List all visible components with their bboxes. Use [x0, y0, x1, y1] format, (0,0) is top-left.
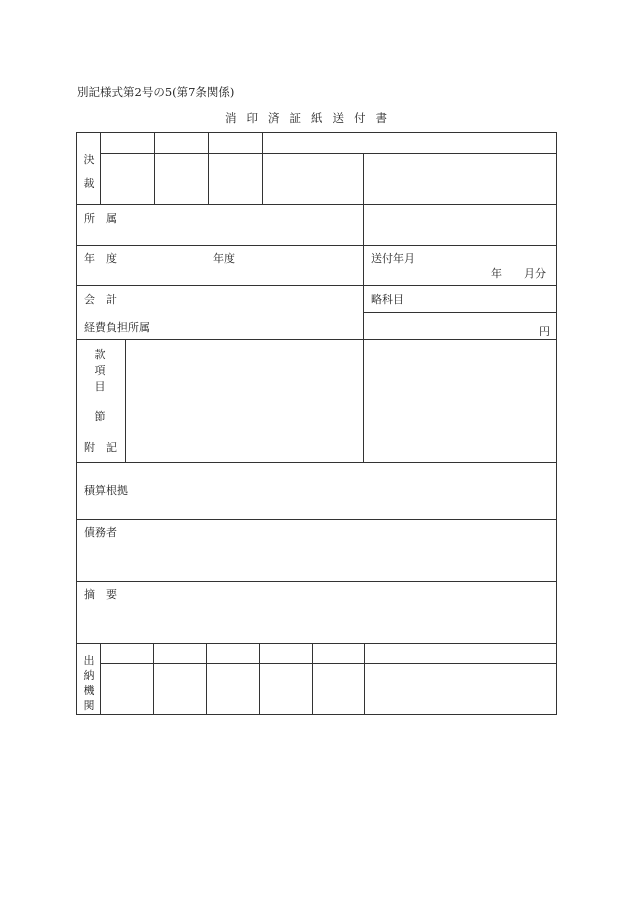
- basis-label: 積算根拠: [84, 484, 128, 497]
- cashier-label-2: 納: [83, 669, 95, 682]
- row-line: [77, 462, 556, 463]
- cashier-stamp-divider: [364, 643, 365, 714]
- row-line: [77, 643, 556, 644]
- account-label: 会 計: [84, 293, 117, 306]
- affiliation-label: 所 属: [84, 212, 117, 225]
- cashier-stamp-divider: [259, 643, 260, 714]
- row-line: [77, 339, 556, 340]
- cashier-label-3: 機: [83, 684, 95, 697]
- cashier-inner-line: [100, 663, 556, 664]
- row-line: [77, 581, 556, 582]
- summary-label: 摘 要: [84, 588, 117, 601]
- approval-inner-line: [100, 153, 556, 154]
- yen-label: 円: [539, 325, 550, 338]
- approval-stamp-divider: [208, 133, 209, 204]
- debtor-label: 債務者: [84, 526, 117, 539]
- budget-label-divider: [125, 339, 126, 462]
- send-date-units: 年 月分: [491, 267, 546, 280]
- amount-divider: [363, 312, 556, 313]
- approval-stamp-divider: [363, 153, 364, 204]
- budget-label-kan: 款: [94, 348, 106, 361]
- note-label: 附 記: [84, 441, 117, 454]
- cashier-stamp-divider: [153, 643, 154, 714]
- expense-dept-label: 経費負担所属: [84, 321, 150, 334]
- approval-stamp-divider: [262, 133, 263, 204]
- approval-label-2: 裁: [83, 177, 95, 190]
- cashier-divider: [100, 643, 101, 714]
- budget-label-setsu: 節: [94, 410, 106, 423]
- abbrev-item-label: 略科目: [371, 293, 404, 306]
- budget-label-kou: 項: [94, 364, 106, 377]
- remittance-form: [76, 132, 557, 715]
- document-title: 消印済証紙送付書: [225, 111, 397, 125]
- fiscal-year-suffix: 年度: [213, 252, 235, 265]
- cashier-stamp-divider: [312, 643, 313, 714]
- row-line: [77, 285, 556, 286]
- cashier-label-1: 出: [83, 654, 95, 667]
- row-line: [77, 519, 556, 520]
- approval-divider: [100, 133, 101, 204]
- approval-label-1: 決: [83, 153, 95, 166]
- send-date-label: 送付年月: [371, 252, 415, 265]
- budget-label-moku: 目: [94, 380, 106, 393]
- approval-stamp-divider: [154, 133, 155, 204]
- form-heading: 別記様式第2号の5(第7条関係): [77, 85, 235, 99]
- fiscal-year-label: 年 度: [84, 252, 117, 265]
- row-line: [77, 245, 556, 246]
- cashier-stamp-divider: [206, 643, 207, 714]
- cashier-label-4: 関: [83, 699, 95, 712]
- right-column-divider: [363, 204, 364, 462]
- row-line: [77, 204, 556, 205]
